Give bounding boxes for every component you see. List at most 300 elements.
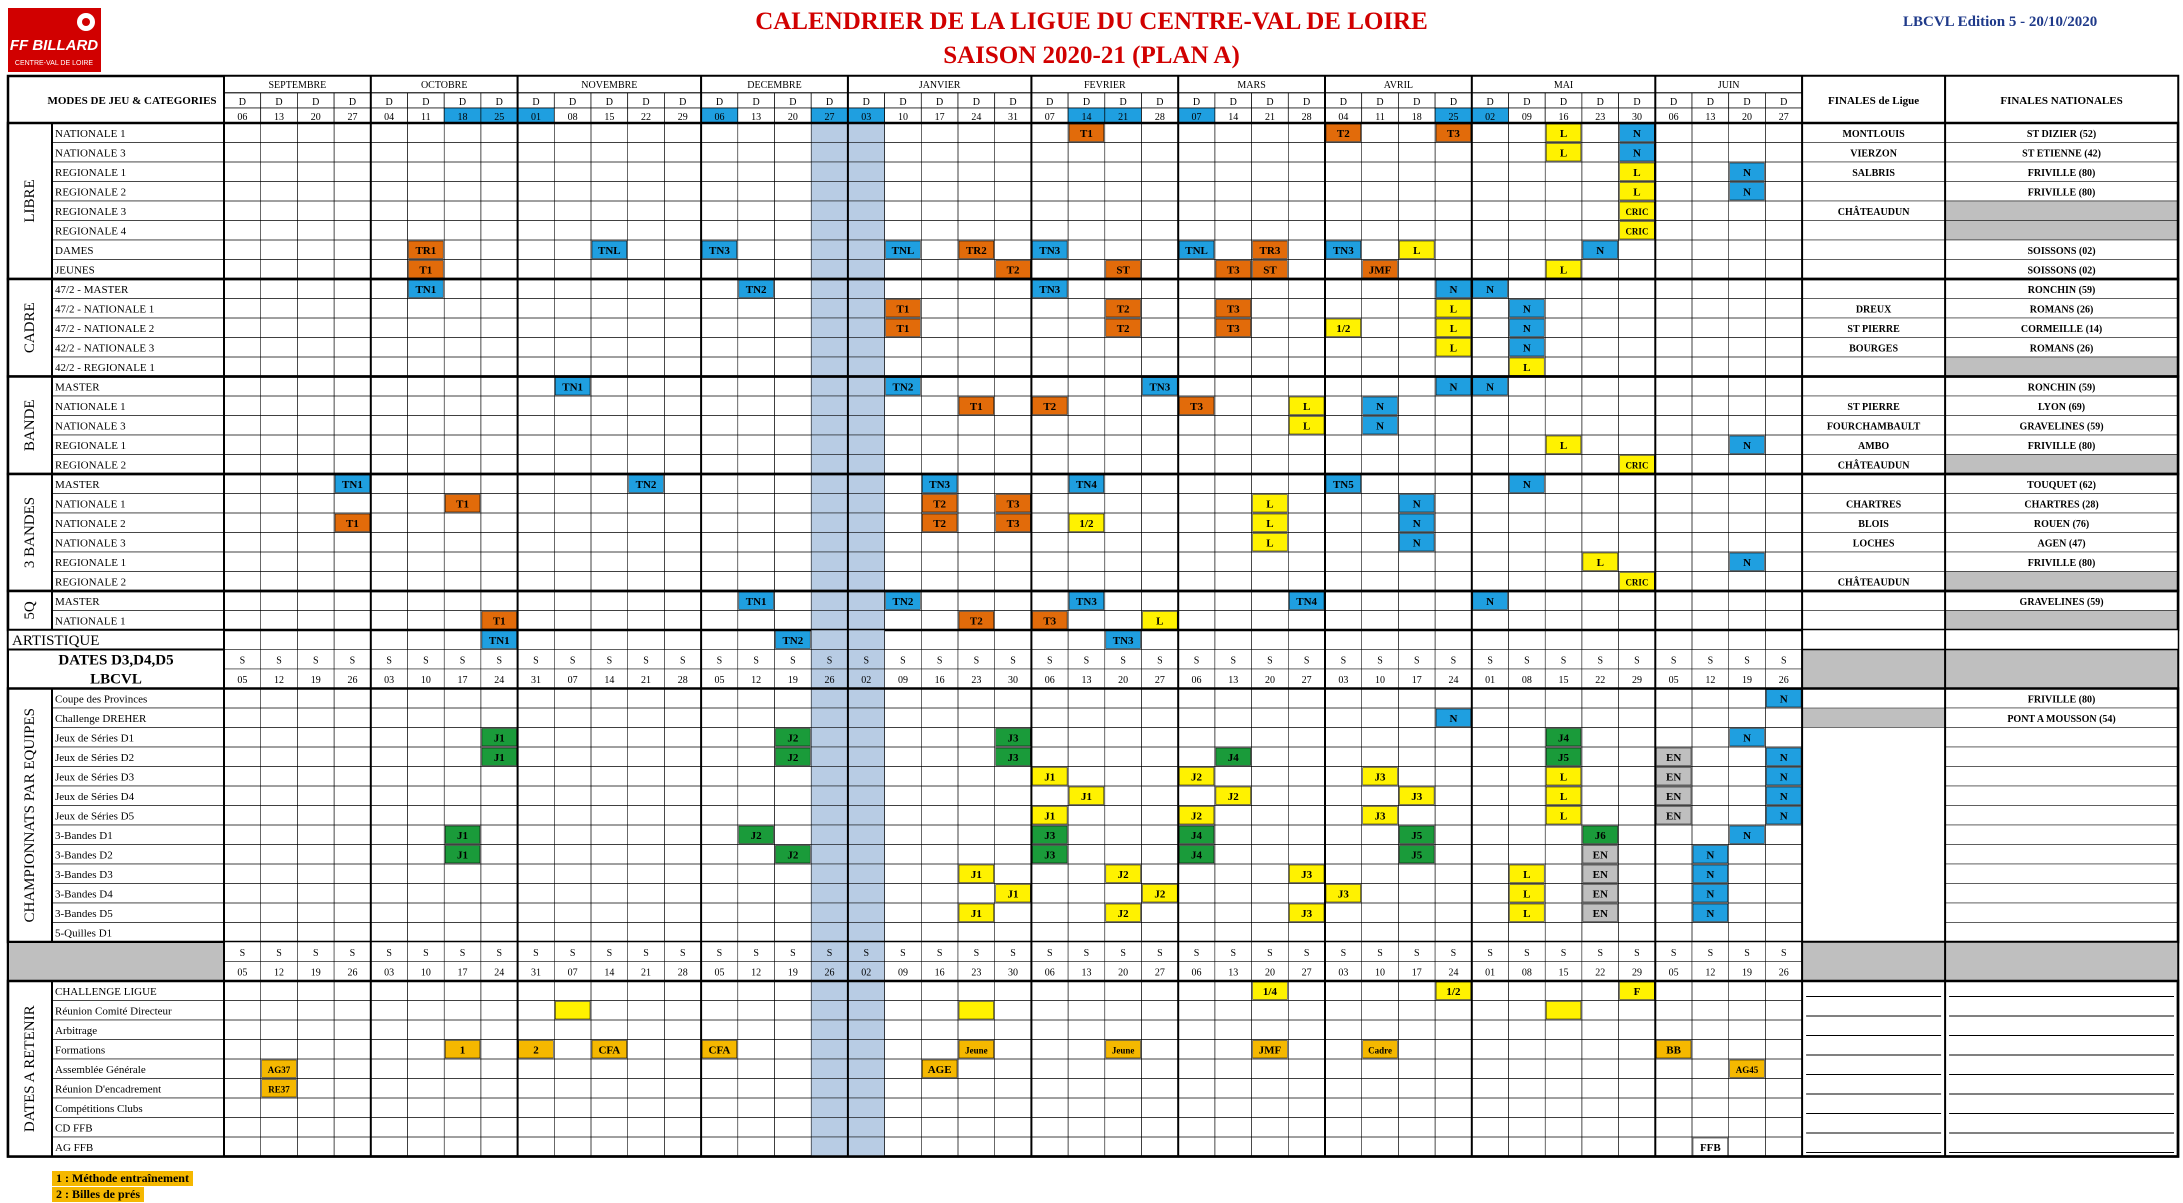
modes-header: MODES DE JEU & CATEGORIES — [47, 95, 217, 107]
grid-cell — [664, 1059, 701, 1079]
grid-cell — [1509, 981, 1546, 1001]
grid-cell — [1142, 123, 1179, 143]
grid-cell — [1619, 728, 1656, 748]
grid-cell — [408, 1098, 445, 1118]
s-date: 13 — [1228, 967, 1239, 979]
grid-cell — [995, 279, 1032, 299]
s-letter: S — [496, 948, 503, 959]
grid-cell — [958, 591, 995, 611]
grid-cell — [591, 279, 628, 299]
row-label: NATIONALE 3 — [55, 147, 126, 160]
grid-cell — [1178, 630, 1215, 650]
grid-cell — [811, 552, 848, 572]
grid-cell — [1068, 143, 1105, 163]
event-label: T1 — [1080, 128, 1093, 140]
grid-cell — [1545, 377, 1582, 397]
grid-cell — [1655, 455, 1692, 475]
event-label: T3 — [1447, 128, 1460, 140]
grid-cell — [1105, 981, 1142, 1001]
grid-cell — [701, 981, 738, 1001]
finale-nat-cell — [1945, 221, 2178, 241]
grid-cell — [1215, 201, 1252, 221]
grid-cell — [1068, 825, 1105, 845]
grid-cell — [518, 864, 555, 884]
s-date: 17 — [1411, 967, 1422, 979]
grid-cell — [518, 747, 555, 767]
day-letter: D — [752, 97, 760, 108]
grid-cell — [1068, 416, 1105, 436]
grid-cell — [1729, 299, 1766, 319]
grid-cell — [958, 708, 995, 728]
grid-cell — [1655, 884, 1692, 904]
grid-cell — [1435, 903, 1472, 923]
grid-cell — [1105, 572, 1142, 592]
grid-cell — [1288, 455, 1325, 475]
grid-cell — [297, 903, 334, 923]
grid-cell — [1619, 1001, 1656, 1021]
grid-cell — [1765, 708, 1802, 728]
grid-cell — [701, 201, 738, 221]
grid-cell — [848, 689, 885, 709]
grid-cell — [1729, 494, 1766, 514]
grid-cell — [664, 806, 701, 826]
grid-cell — [481, 513, 518, 533]
grid-cell — [1472, 494, 1509, 514]
grid-cell — [628, 299, 665, 319]
grid-cell — [1398, 435, 1435, 455]
grid-cell — [664, 981, 701, 1001]
grid-cell — [1215, 1137, 1252, 1157]
grid-cell — [1509, 260, 1546, 280]
grid-cell — [371, 123, 408, 143]
grid-cell — [481, 884, 518, 904]
grid-cell — [738, 474, 775, 494]
grid-cell — [1765, 474, 1802, 494]
grid-cell — [591, 533, 628, 553]
grid-cell — [371, 260, 408, 280]
grid-cell — [995, 1020, 1032, 1040]
grid-cell — [1472, 533, 1509, 553]
grid-cell — [1582, 767, 1619, 787]
grid-cell — [958, 299, 995, 319]
s-letter: S — [1707, 655, 1714, 667]
s-letter: S — [606, 655, 613, 667]
finale-nat-cell — [1945, 747, 2178, 767]
grid-cell — [1031, 338, 1068, 358]
grid-cell — [334, 143, 371, 163]
grid-cell — [664, 279, 701, 299]
grid-cell — [371, 143, 408, 163]
grid-cell — [628, 1001, 665, 1021]
grid-cell — [1142, 689, 1179, 709]
grid-cell — [1288, 1040, 1325, 1060]
grid-cell — [1362, 533, 1399, 553]
grid-cell — [701, 1118, 738, 1138]
grid-cell — [1105, 221, 1142, 241]
event-label: J4 — [1191, 830, 1203, 842]
grid-cell — [371, 299, 408, 319]
grid-cell — [297, 299, 334, 319]
grid-cell — [1509, 630, 1546, 650]
grid-cell — [848, 903, 885, 923]
grid-cell — [518, 143, 555, 163]
grid-cell — [1325, 435, 1362, 455]
date-label: 27 — [347, 112, 358, 123]
grid-cell — [408, 1001, 445, 1021]
grid-cell — [1435, 455, 1472, 475]
grid-cell — [775, 767, 812, 787]
grid-cell — [1582, 1001, 1619, 1021]
grid-cell — [1252, 1001, 1289, 1021]
grid-cell — [1472, 825, 1509, 845]
grid-cell — [1435, 143, 1472, 163]
grid-cell — [1252, 435, 1289, 455]
grid-cell — [1472, 767, 1509, 787]
grid-cell — [1362, 123, 1399, 143]
grid-cell — [481, 1059, 518, 1079]
s-letter: S — [569, 655, 576, 667]
grid-cell — [1178, 474, 1215, 494]
s-date: 24 — [1448, 967, 1459, 979]
grid-cell — [738, 708, 775, 728]
grid-cell — [1215, 1040, 1252, 1060]
grid-cell — [1509, 279, 1546, 299]
grid-cell — [738, 552, 775, 572]
grid-cell — [371, 162, 408, 182]
grid-cell — [775, 923, 812, 943]
s-date: 17 — [457, 675, 468, 686]
grid-cell — [334, 630, 371, 650]
grid-cell — [518, 416, 555, 436]
s-date: 21 — [641, 675, 652, 686]
grid-cell — [811, 845, 848, 865]
grid-cell — [921, 845, 958, 865]
grid-cell — [1692, 708, 1729, 728]
s-letter: S — [1707, 948, 1714, 959]
grid-cell — [1619, 864, 1656, 884]
grid-cell — [1215, 981, 1252, 1001]
grid-cell — [1472, 416, 1509, 436]
grid-cell — [1619, 1020, 1656, 1040]
s-date: 07 — [567, 675, 578, 686]
grid-cell — [224, 786, 261, 806]
grid-cell — [334, 299, 371, 319]
s-date: 23 — [971, 967, 982, 979]
grid-cell — [701, 630, 738, 650]
grid-cell — [1509, 1059, 1546, 1079]
grid-cell — [1729, 221, 1766, 241]
grid-cell — [334, 279, 371, 299]
grid-cell — [1692, 201, 1729, 221]
grid-cell — [1362, 221, 1399, 241]
day-letter: D — [495, 97, 503, 108]
row-label: REGIONALE 2 — [55, 459, 127, 472]
grid-cell — [958, 806, 995, 826]
event-label: EN — [1666, 810, 1682, 823]
grid-cell — [334, 611, 371, 631]
grid-cell — [554, 1059, 591, 1079]
grid-cell — [518, 474, 555, 494]
grid-cell — [628, 416, 665, 436]
grid-cell — [1765, 591, 1802, 611]
grid-cell — [1142, 864, 1179, 884]
grid-cell — [481, 864, 518, 884]
grid-cell — [738, 903, 775, 923]
grid-cell — [664, 221, 701, 241]
grid-cell — [1252, 903, 1289, 923]
grid-cell — [1105, 513, 1142, 533]
grid-cell — [371, 357, 408, 377]
grid-cell — [1729, 318, 1766, 338]
grid-cell — [481, 1098, 518, 1118]
grid-cell — [811, 318, 848, 338]
grid-cell — [334, 903, 371, 923]
grid-cell — [775, 903, 812, 923]
grid-cell — [1435, 1098, 1472, 1118]
grid-cell — [958, 728, 995, 748]
grid-cell — [628, 162, 665, 182]
grid-cell — [1655, 143, 1692, 163]
grid-cell — [1655, 903, 1692, 923]
grid-cell — [518, 455, 555, 475]
grid-cell — [371, 279, 408, 299]
s-letter: S — [936, 655, 943, 667]
team-row-label: Jeux de Séries D4 — [55, 791, 135, 803]
grid-cell — [591, 572, 628, 592]
grid-cell — [1582, 728, 1619, 748]
grid-cell — [1692, 591, 1729, 611]
grid-cell — [921, 240, 958, 260]
grid-cell — [1215, 572, 1252, 592]
month-name: MARS — [1237, 80, 1266, 91]
grid-cell — [1215, 416, 1252, 436]
finale-nat-cell — [1945, 357, 2178, 377]
grid-cell — [848, 864, 885, 884]
grid-cell — [1398, 318, 1435, 338]
month-name: JUIN — [1717, 80, 1740, 91]
grid-cell — [1582, 981, 1619, 1001]
grid-cell — [1068, 279, 1105, 299]
grid-cell — [1215, 689, 1252, 709]
grid-cell — [921, 728, 958, 748]
s-letter: S — [276, 655, 282, 667]
event-label: CFA — [598, 1044, 621, 1057]
grid-cell — [1288, 767, 1325, 787]
grid-cell — [738, 435, 775, 455]
grid-cell — [1729, 1001, 1766, 1021]
grid-cell — [591, 923, 628, 943]
grid-cell — [1509, 845, 1546, 865]
event-label: J1 — [1080, 791, 1092, 803]
grid-cell — [775, 689, 812, 709]
grid-cell — [1765, 903, 1802, 923]
grid-cell — [1435, 825, 1472, 845]
grid-cell — [1288, 201, 1325, 221]
grid-cell — [1729, 357, 1766, 377]
grid-cell — [738, 533, 775, 553]
grid-cell — [1765, 1118, 1802, 1138]
grid-cell — [1288, 494, 1325, 514]
grid-cell — [1692, 1020, 1729, 1040]
grid-cell — [1435, 494, 1472, 514]
s-letter: S — [1193, 655, 1200, 667]
event-label: 1/2 — [1446, 986, 1461, 998]
grid-cell — [224, 1020, 261, 1040]
grid-cell — [591, 260, 628, 280]
grid-cell — [481, 494, 518, 514]
grid-cell — [1692, 728, 1729, 748]
grid-cell — [1068, 747, 1105, 767]
grid-cell — [1252, 299, 1289, 319]
grid-cell — [1288, 825, 1325, 845]
grid-cell — [1692, 162, 1729, 182]
grid-cell — [628, 747, 665, 767]
grid-cell — [334, 416, 371, 436]
grid-cell — [775, 1079, 812, 1099]
grid-cell — [518, 221, 555, 241]
grid-cell — [1252, 377, 1289, 397]
grid-cell — [261, 884, 298, 904]
grid-cell — [481, 416, 518, 436]
grid-cell — [1142, 1098, 1179, 1118]
grid-cell — [1765, 1079, 1802, 1099]
grid-cell — [701, 123, 738, 143]
grid-cell — [371, 221, 408, 241]
grid-cell — [518, 1059, 555, 1079]
finale-ligue-value: DREUX — [1855, 304, 1892, 316]
event-label: T2 — [1006, 264, 1020, 277]
grid-cell — [1362, 162, 1399, 182]
grid-cell — [297, 611, 334, 631]
grid-cell — [1692, 1079, 1729, 1099]
grid-cell — [444, 455, 481, 475]
grid-cell — [1398, 377, 1435, 397]
grid-cell — [297, 494, 334, 514]
event-label: L — [1559, 791, 1568, 803]
grid-cell — [1142, 1118, 1179, 1138]
date-label: 06 — [714, 112, 725, 123]
grid-cell — [334, 1137, 371, 1157]
grid-cell — [1105, 806, 1142, 826]
event-label: TN2 — [635, 479, 657, 491]
grid-cell — [481, 455, 518, 475]
grid-cell — [1729, 611, 1766, 631]
event-label: N — [1779, 810, 1788, 823]
grid-cell — [701, 786, 738, 806]
finale-nat-cell — [1945, 923, 2178, 943]
day-letter: D — [679, 97, 687, 108]
grid-cell — [995, 572, 1032, 592]
s-date: 30 — [1008, 675, 1019, 686]
grid-cell — [628, 903, 665, 923]
grid-cell — [775, 123, 812, 143]
grid-cell — [738, 1040, 775, 1060]
grid-cell — [1105, 747, 1142, 767]
grid-cell — [958, 552, 995, 572]
event-label: J1 — [1007, 888, 1019, 901]
grid-cell — [1105, 123, 1142, 143]
grid-cell — [628, 591, 665, 611]
grid-cell — [1729, 572, 1766, 592]
event-label: BB — [1666, 1044, 1681, 1057]
grid-cell — [811, 786, 848, 806]
grid-cell — [518, 825, 555, 845]
day-letter: D — [642, 97, 650, 108]
grid-cell — [848, 630, 885, 650]
s-date: 10 — [1375, 967, 1386, 979]
grid-cell — [1178, 162, 1215, 182]
finale-nat-value: SOISSONS (02) — [2027, 246, 2096, 257]
grid-cell — [1178, 689, 1215, 709]
row-label: NATIONALE 1 — [55, 401, 126, 413]
event-label: T1 — [969, 401, 983, 413]
grid-cell — [1142, 455, 1179, 475]
grid-cell — [664, 338, 701, 358]
event-label: N — [1522, 342, 1531, 355]
grid-cell — [444, 357, 481, 377]
grid-cell — [1472, 182, 1509, 202]
s-date: 01 — [1485, 675, 1496, 686]
grid-cell — [1619, 1059, 1656, 1079]
s-letter: S — [1010, 948, 1016, 959]
s-date: 23 — [971, 675, 982, 686]
s-letter: S — [312, 655, 319, 667]
grid-cell — [1729, 981, 1766, 1001]
grid-cell — [1178, 435, 1215, 455]
grid-cell — [848, 806, 885, 826]
grid-cell — [848, 845, 885, 865]
grid-cell — [738, 260, 775, 280]
grid-cell — [224, 513, 261, 533]
event-label: T2 — [969, 615, 983, 628]
grid-cell — [1252, 416, 1289, 436]
grid-cell — [554, 864, 591, 884]
grid-cell — [1398, 630, 1435, 650]
grid-cell — [1509, 143, 1546, 163]
grid-cell — [261, 1020, 298, 1040]
day-letter: D — [348, 97, 357, 108]
event-label: L — [1559, 264, 1568, 277]
grid-cell — [701, 533, 738, 553]
event-label: N — [1779, 791, 1788, 803]
grid-cell — [1031, 201, 1068, 221]
grid-cell — [811, 728, 848, 748]
grid-cell — [664, 767, 701, 787]
s-date: 13 — [1228, 675, 1239, 686]
event-label: N — [1743, 830, 1752, 842]
grid-cell — [1655, 1079, 1692, 1099]
grid-cell — [408, 494, 445, 514]
grid-cell — [518, 1137, 555, 1157]
grid-cell — [1068, 299, 1105, 319]
grid-cell — [297, 1020, 334, 1040]
grid-cell — [261, 494, 298, 514]
grid-cell — [738, 1001, 775, 1021]
grid-cell — [995, 630, 1032, 650]
event-label: L — [1266, 537, 1274, 550]
s-finales-gray — [1802, 942, 2178, 981]
event-label: J1 — [493, 732, 505, 745]
grid-cell — [1142, 923, 1179, 943]
grid-cell — [775, 1040, 812, 1060]
grid-cell — [224, 923, 261, 943]
grid-cell — [1178, 747, 1215, 767]
grid-cell — [664, 1020, 701, 1040]
grid-cell — [958, 1059, 995, 1079]
grid-cell — [664, 513, 701, 533]
grid-cell — [1288, 786, 1325, 806]
grid-cell — [518, 806, 555, 826]
